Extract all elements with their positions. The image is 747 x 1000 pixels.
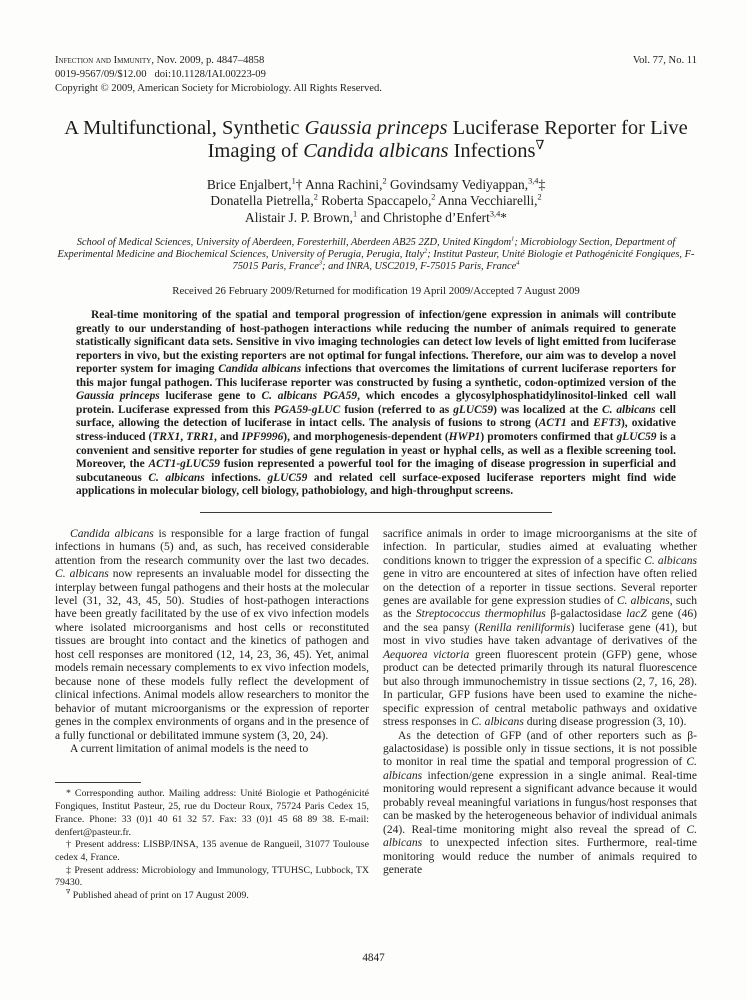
affiliations: School of Medical Sciences, University of Aberdeen, Foresterhill, Aberdeen AB25 2ZD, United Kingdom$^1$; Microbiology Section, Department of Experimental Medicine and Biochemical Sciences, University of Perugia, Perugia, Italy$^2$; Institut Pasteur, Unité Biologie et Pathogénicité Fongiques, F-75015 Paris, France$^3$; and INRA, USC2019, F-75015 Paris, France$^4$ — [57, 235, 695, 273]
masthead-left — [55, 54, 382, 97]
body-columns — [55, 528, 697, 903]
footnotes — [55, 782, 369, 902]
abstract-body-divider — [200, 512, 552, 513]
volume-issue: Vol. 77, No. 11 — [632, 55, 697, 66]
footnote-divider — [55, 782, 141, 783]
body-paragraph: sacrifice animals in order to image microorganisms at the site of infection. In particular, studies aimed at evaluating whether conditions known to trigger the expression of a specific C. albicans gene in vitro are encountered at sites of infection have often relied on the detection of a reporter in tissue sections. Several reporter genes are available for gene expression studies of C. albicans, such as the Streptococcus thermophilus β-galactosidase lacZ gene (46) and the sea pansy (Renilla reniliformis) luciferase gene (41), but most in vivo studies have taken advantage of derivatives of the Aequorea victoria green fluorescent protein (GFP) gene, whose product can be detected primarily through its natural fluorescence but also through immunochemistry in tissue sections (2, 7, 16, 28). In particular, GFP fusions have been used to examine the niche-specific expression of central metabolic pathways and oxidative stress responses in C. albicans during disease progression (3, 10). — [383, 527, 698, 729]
author-line: Alistair J. P. Brown,$^1$ and Christophe d’Enfert$^{3,4}$* — [245, 209, 507, 225]
footnote-published-ahead-of-print: ∇ Published ahead of print on 17 August 2009. — [66, 889, 249, 902]
left-column — [55, 528, 369, 903]
article-title: A Multifunctional, Synthetic Gaussia princeps Luciferase Reporter for Live Imaging of Candida albicans Infections∇ — [64, 116, 688, 163]
journal-citation-line: Infection and Immunity, Nov. 2009, p. 4847–4858 — [55, 55, 265, 66]
received-dates: Received 26 February 2009/Returned for modification 19 April 2009/Accepted 7 August 2009 — [172, 285, 580, 298]
footnote-corresponding-author: * Corresponding author. Mailing address: Unité Biologie et Pathogénicité Fongiques, Institut Pasteur, 25, rue du Docteur Roux, 75724 Paris Cedex 15, France. Phone: 33 (0)1 40 61 32 57. Fax: 33 (0)1 45 68 89 38. E-mail: denfert@pasteur.fr. — [55, 788, 369, 838]
author-line: Brice Enjalbert,$^1$† Anna Rachini,$^2$ Govindsamy Vediyappan,$^{3,4}$‡ — [206, 176, 546, 192]
author-line: Donatella Pietrella,$^2$ Roberta Spaccapelo,$^2$ Anna Vecchiarelli,$^2$ — [210, 192, 542, 209]
body-paragraph: Candida albicans is responsible for a large fraction of fungal infections in humans (5) and, as such, has received considerable attention from the research community over the last two decades. C. albicans now represents an invaluable model for dissecting the interplay between fungal pathogens and their hosts at the molecular level (31, 32, 43, 45, 50). Studies of host-pathogen interactions have been greatly facilitated by the use of ex vivo infection models where isolated microorganisms and host cells or reconstituted tissues are brought into contact and the kinetics of pathogen and host cell responses are monitored (12, 14, 23, 36, 45). Yet, animal models remain necessary complements to ex vivo infection models, because none of these models fully reflect the development of clinical infections. Animal models allow researchers to monitor the behavior of mutant microorganisms or the expression of reporter genes in the complex environments of organs and in the presence of a fully functional or debilitated immune system (3, 20, 24). — [55, 527, 369, 742]
right-column — [383, 528, 697, 903]
body-paragraph: A current limitation of animal models is the need to — [70, 743, 309, 756]
copyright-line: Copyright © 2009, American Society for Microbiology. All Rights Reserved. — [55, 83, 382, 95]
footnote-present-address-double-dagger: ‡ Present address: Microbiology and Immunology, TTUHSC, Lubbock, TX 79430. — [55, 864, 369, 889]
masthead — [55, 54, 697, 97]
author-list — [55, 177, 697, 227]
footnote-present-address-dagger: † Present address: LISBP/INSA, 135 avenue de Rangueil, 31077 Toulouse cedex 4, France. — [55, 839, 369, 863]
issn-doi-line: 0019-9567/09/$12.00 doi:10.1128/IAI.00223-09 — [55, 69, 266, 81]
abstract: Real-time monitoring of the spatial and temporal progression of infection/gene expression in animals will contribute greatly to our understanding of host-pathogen interactions while reducing the number of animals required to generate statistically significant data sets. Sensitive in vivo imaging technologies can detect low levels of light emitted from luciferase reporters in vivo, but the existing reporters are not optimal for fungal infections. Therefore, our aim was to develop a novel reporter system for imaging Candida albicans infections that overcomes the limitations of current luciferase reporters for this major fungal pathogen. This luciferase reporter was constructed by fusing a synthetic, codon-optimized version of the Gaussia princeps luciferase gene to C. albicans PGA59, which encodes a glycosylphosphatidylinositol-linked cell wall protein. Luciferase expressed from this PGA59-gLUC fusion (referred to as gLUC59) was localized at the C. albicans cell surface, allowing the detection of luciferase in intact cells. The analysis of fusions to strong (ACT1 and EFT3), oxidative stress-induced (TRX1, TRR1, and IPF9996), and morphogenesis-dependent (HWP1) promoters confirmed that gLUC59 is a convenient and sensitive reporter for studies of gene regulation in yeast or hyphal cells, as well as a flexible screening tool. Moreover, the ACT1-gLUC59 fusion represented a powerful tool for the imaging of disease progression in superficial and subcutaneous C. albicans infections. gLUC59 and related cell surface-exposed luciferase reporters might find wide applications in molecular biology, cell biology, pathobiology, and high-throughput screens. — [76, 309, 677, 498]
page-number: 4847 — [362, 952, 385, 964]
body-paragraph: As the detection of GFP (and of other reporters such as β-galactosidase) is possible only in tissue sections, it is not possible to monitor in real time the spatial and temporal progression of C. albicans infection/gene expression in a single animal. Real-time monitoring would represent a significant advance because it would probably reveal meaningful variations in fungus/host responses that can be masked by the heterogeneous behavior of individual animals (24). Real-time monitoring might also reveal the spread of C. albicans to unexpected infection sites. Furthermore, real-time monitoring would reduce the number of animals required to generate — [383, 729, 697, 877]
